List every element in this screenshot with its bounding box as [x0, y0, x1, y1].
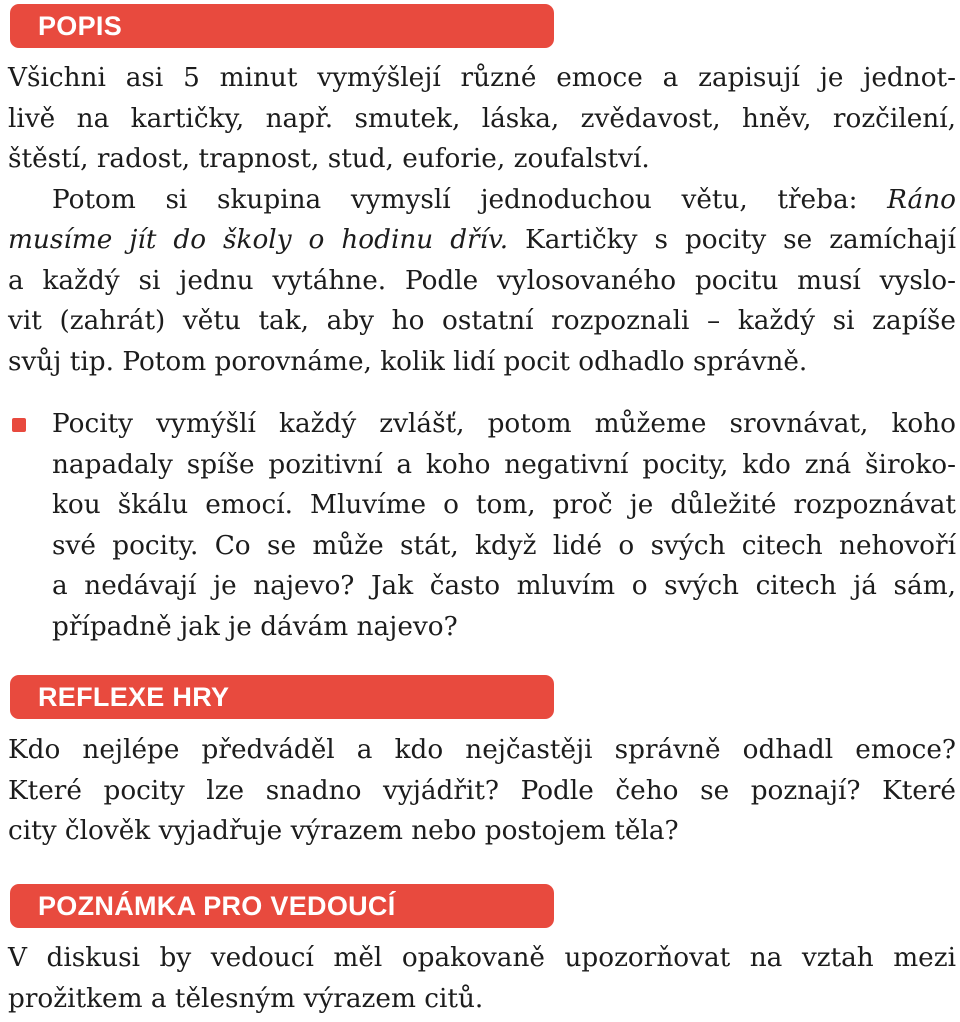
text-line: prožitkem a tělesným výrazem citů.	[8, 983, 484, 1014]
text-line: Které pocity lze snadno vyjádřit? Podle čeho se poznají? Které	[8, 775, 956, 806]
text-line: livě na kartičky, např. smutek, láska, zvědavost, hněv, rozčilení,	[8, 103, 956, 134]
text-line: napadaly spíše pozitivní a koho negativní pocity, kdo zná široko-	[52, 449, 956, 480]
text-line: případně jak je dávám najevo?	[52, 611, 458, 642]
poznamka-paragraph	[8, 938, 956, 1019]
text-line: V diskusi by vedoucí měl opakovaně upozorňovat na vztah mezi	[8, 943, 956, 973]
bullet-square-icon	[12, 418, 26, 432]
text-line: a nedávají je najevo? Jak často mluvím o svých citech já sám,	[52, 571, 956, 601]
reflexe-paragraph	[8, 730, 956, 852]
text-line: svůj tip. Potom porovnáme, kolik lidí pocit odhadlo správně.	[8, 346, 808, 377]
text-line: vit (zahrát) větu tak, aby ho ostatní rozpoznali – každý si zapíše	[8, 306, 956, 336]
section-heading-poznamka	[10, 884, 554, 928]
text-line: Všichni asi 5 minut vymýšlejí různé emoce a zapisují je jednot-	[8, 63, 956, 93]
section-heading-popis	[10, 4, 554, 48]
text-line: Kdo nejlépe předváděl a kdo nejčastěji správně odhadl emoce?	[8, 735, 956, 765]
text-line: štěstí, radost, trapnost, stud, euforie, zoufalství.	[8, 144, 650, 174]
example-sentence-start: Ráno	[887, 184, 956, 215]
section-heading-reflexe-label: REFLEXE HRY	[38, 682, 230, 712]
text-line: city člověk vyjadřuje výrazem nebo postojem těla?	[8, 816, 679, 846]
section-heading-popis-label: POPIS	[38, 11, 123, 41]
bullet-text	[52, 404, 956, 647]
popis-paragraph	[8, 58, 956, 382]
text-line: své pocity. Co se může stát, když lidé o svých citech nehovoří	[52, 530, 956, 561]
text-line	[8, 220, 956, 261]
text-line: a každý si jednu vytáhne. Podle vylosovaného pocitu musí vyslo-	[8, 265, 956, 296]
text-segment: Potom si skupina vymyslí jednoduchou větu, třeba:	[52, 184, 888, 215]
text-line: Pocity vymýšlí každý zvlášť, potom můžeme srovnávat, koho	[52, 409, 956, 439]
section-heading-reflexe	[10, 675, 554, 719]
text-line	[8, 180, 956, 221]
text-segment: Kartičky s pocity se zamíchají	[508, 225, 956, 255]
text-line: kou škálu emocí. Mluvíme o tom, proč je důležité rozpoznávat	[52, 490, 956, 520]
example-sentence-end: musíme jít do školy o hodinu dřív.	[8, 225, 509, 255]
section-heading-poznamka-label: POZNÁMKA PRO VEDOUCÍ	[38, 891, 396, 921]
